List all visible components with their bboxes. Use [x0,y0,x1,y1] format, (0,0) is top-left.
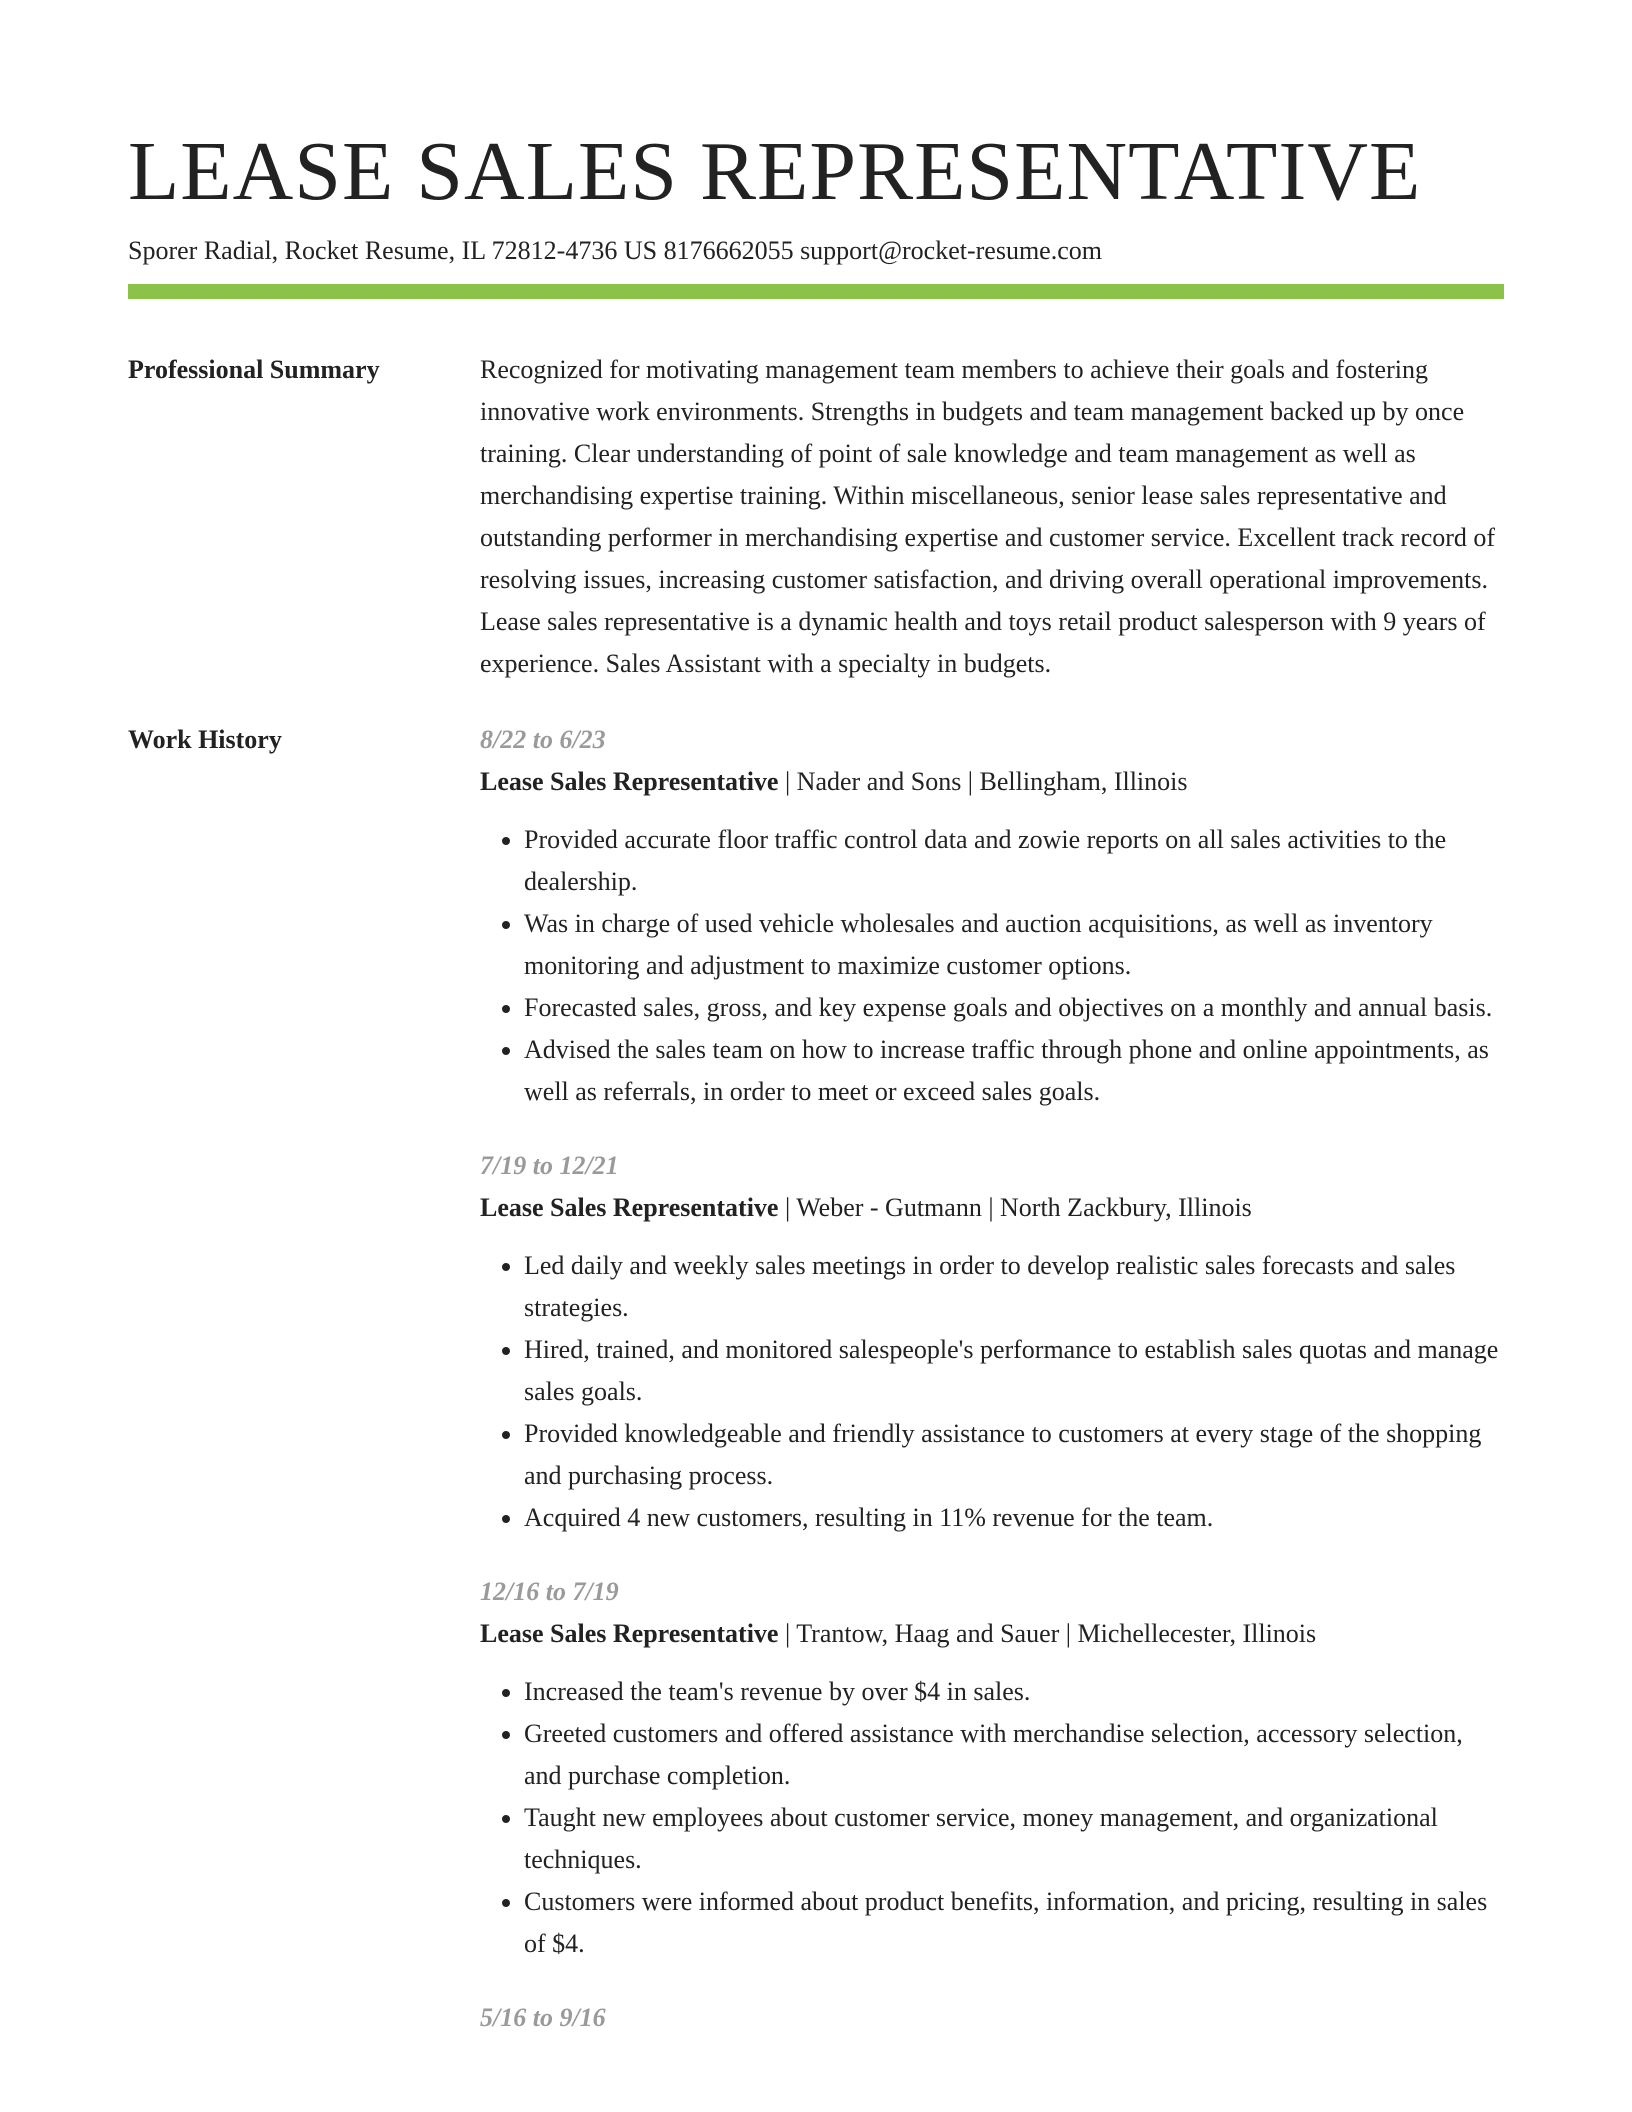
job-bullet: • Provided knowledgeable and friendly assistance to customers at every stage of the shopping and purchasing process. [524,1413,1504,1497]
job-title-line [480,1613,1504,1655]
summary-body [480,349,1504,685]
job-entry [480,1571,1504,1965]
job-bullet: • Forecasted sales, gross, and key expense goals and objectives on a monthly and annual basis. [524,987,1504,1029]
job-bullet: • Led daily and weekly sales meetings in order to develop realistic sales forecasts and sales strategies. [524,1245,1504,1329]
job-bullet: • Advised the sales team on how to increase traffic through phone and online appointments, as well as referrals, in order to meet or exceed sales goals. [524,1029,1504,1113]
job-bullet-list [480,1245,1504,1539]
resume-title: LEASE SALES REPRESENTATIVE [128,125,1422,218]
job-entry [480,719,1504,1113]
work-history-section [128,719,1504,2071]
job-bullet: • Greeted customers and offered assistance with merchandise selection, accessory selection, and purchase completion. [524,1713,1504,1797]
job-dates: 8/22 to 6/23 [480,725,606,754]
resume-page [128,0,1504,2071]
section-label-work-history: Work History [128,725,282,754]
job-bullet-list [480,819,1504,1113]
job-entry [480,1145,1504,1539]
work-history-body [480,719,1504,2071]
contact-line: Sporer Radial, Rocket Resume, IL 72812-4736 US 8176662055 support@rocket-resume.com [128,236,1102,265]
section-label-summary: Professional Summary [128,355,380,384]
summary-text: Recognized for motivating management team members to achieve their goals and fostering innovative work environments. Strengths in budgets and team management backed up by once training. Clear understanding of point of sale knowledge and team management as well as merchandising expertise training. Within miscellaneous, senior lease sales representative and outstanding performer in merchandising expertise and customer service. Excellent track record of resolving issues, increasing customer satisfaction, and driving overall operational improvements. Lease sales representative is a dynamic health and toys retail product salesperson with 9 years of experience. Sales Assistant with a specialty in budgets. [480,355,1496,678]
job-dates: 12/16 to 7/19 [480,1577,619,1606]
job-title: Lease Sales Representative [480,767,779,796]
job-title-line [480,1187,1504,1229]
job-entry-partial [480,1997,1504,2039]
job-bullet: • Taught new employees about customer service, money management, and organizational techniques. [524,1797,1504,1881]
professional-summary-section [128,349,1504,685]
job-bullet: • Acquired 4 new customers, resulting in 11% revenue for the team. [524,1497,1504,1539]
job-bullet: • Was in charge of used vehicle wholesales and auction acquisitions, as well as inventory monitoring and adjustment to maximize customer options. [524,903,1504,987]
job-title: Lease Sales Representative [480,1193,779,1222]
job-dates: 5/16 to 9/16 [480,2003,606,2032]
job-bullet: • Hired, trained, and monitored salespeople's performance to establish sales quotas and manage sales goals. [524,1329,1504,1413]
job-title-line [480,761,1504,803]
job-bullet-list [480,1671,1504,1965]
job-title: Lease Sales Representative [480,1619,779,1648]
job-bullet: • Customers were informed about product benefits, information, and pricing, resulting in sales of $4. [524,1881,1504,1965]
job-employer-location: | Nader and Sons | Bellingham, Illinois [778,767,1188,796]
accent-divider [128,284,1504,299]
job-dates: 7/19 to 12/21 [480,1151,619,1180]
job-employer-location: | Weber - Gutmann | North Zackbury, Illinois [778,1193,1252,1222]
job-employer-location: | Trantow, Haag and Sauer | Michellecester, Illinois [778,1619,1317,1648]
job-bullet: • Increased the team's revenue by over $4 in sales. [524,1671,1504,1713]
job-bullet: • Provided accurate floor traffic control data and zowie reports on all sales activities to the dealership. [524,819,1504,903]
